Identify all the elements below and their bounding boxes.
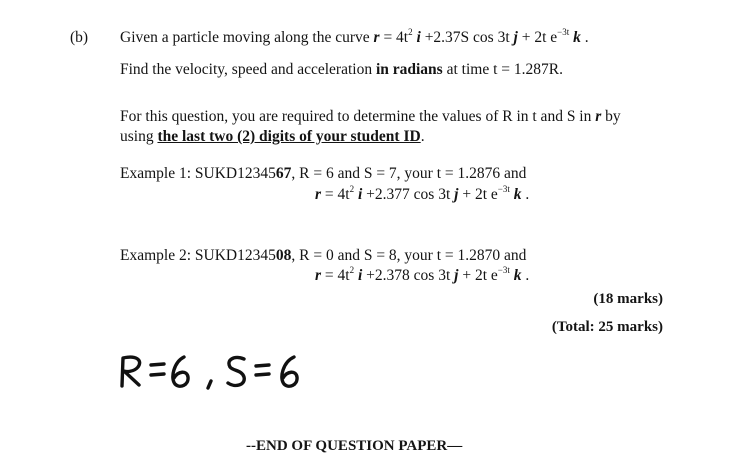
instruction-period: . (420, 128, 425, 145)
exponent-2: 2 (408, 27, 413, 37)
question-curve-line (120, 29, 589, 48)
term-exp: + 2t e (462, 267, 498, 284)
marks-label: (18 marks) (593, 291, 663, 307)
unit-i: i (416, 29, 421, 46)
unit-j: j (513, 29, 518, 46)
unit-k: k (513, 186, 522, 203)
exponent-minus-3t: −3t (557, 27, 570, 37)
term-cos: +2.37S cos 3t (424, 29, 510, 46)
term-4t: = 4t (324, 267, 350, 284)
unit-j: j (454, 186, 459, 203)
example-2-digits: 08 (275, 247, 292, 264)
example-1-equation (315, 186, 529, 205)
unit-k: k (573, 29, 581, 46)
exponent-2: 2 (349, 184, 355, 194)
total-marks-label: (Total: 25 marks) (551, 319, 663, 335)
instruction-text: For this question, you are required to determine the values of R in t and S in (120, 108, 592, 125)
line-end: . (525, 267, 530, 284)
question-task-line (120, 61, 563, 80)
vector-r: r (315, 267, 322, 284)
term-exp: + 2t e (521, 29, 558, 46)
term-cos: +2.378 cos 3t (366, 267, 451, 284)
instruction-line-1 (120, 108, 621, 127)
unit-j: j (454, 267, 459, 284)
line-end: . (584, 29, 589, 46)
instruction-vector-r: r (595, 108, 602, 125)
line-end: . (525, 186, 530, 203)
example-2-equation (315, 267, 529, 286)
example-1-post: , R = 6 and S = 7, your t = 1.2876 and (291, 165, 527, 182)
end-of-paper: --END OF QUESTION PAPER— (246, 438, 463, 454)
unit-k: k (513, 267, 522, 284)
curve-intro-text: Given a particle moving along the curve (120, 29, 370, 46)
example-2-line (120, 247, 526, 266)
handwritten-answer-drawing (118, 350, 318, 395)
example-1-pre: Example 1: SUKD12345 (120, 165, 276, 182)
instruction-underlined: the last two (2) digits of your student ID (157, 128, 421, 145)
term-4t: = 4t (383, 29, 409, 46)
handwritten-answer (118, 350, 318, 400)
exponent-minus-3t: −3t (497, 184, 510, 194)
example-1-line (120, 165, 526, 184)
instruction-line-2 (120, 128, 425, 147)
exponent-minus-3t: −3t (497, 265, 510, 275)
task-text: Find the velocity, speed and acceleration (120, 61, 376, 78)
example-1-digits: 67 (275, 165, 292, 182)
unit-i: i (357, 186, 363, 203)
example-2-post: , R = 0 and S = 8, your t = 1.2870 and (291, 247, 527, 264)
task-bold-radians: in radians (375, 61, 443, 78)
vector-r: r (373, 29, 380, 46)
task-time: at time t = 1.287R. (442, 61, 563, 78)
part-label: (b) (70, 29, 89, 46)
example-2-pre: Example 2: SUKD12345 (120, 247, 276, 264)
instruction-by: by (605, 108, 621, 125)
unit-i: i (357, 267, 363, 284)
term-cos: +2.377 cos 3t (366, 186, 451, 203)
term-exp: + 2t e (462, 186, 498, 203)
term-4t: = 4t (324, 186, 350, 203)
vector-r: r (315, 186, 322, 203)
exponent-2: 2 (349, 265, 355, 275)
instruction-using: using (120, 128, 158, 145)
